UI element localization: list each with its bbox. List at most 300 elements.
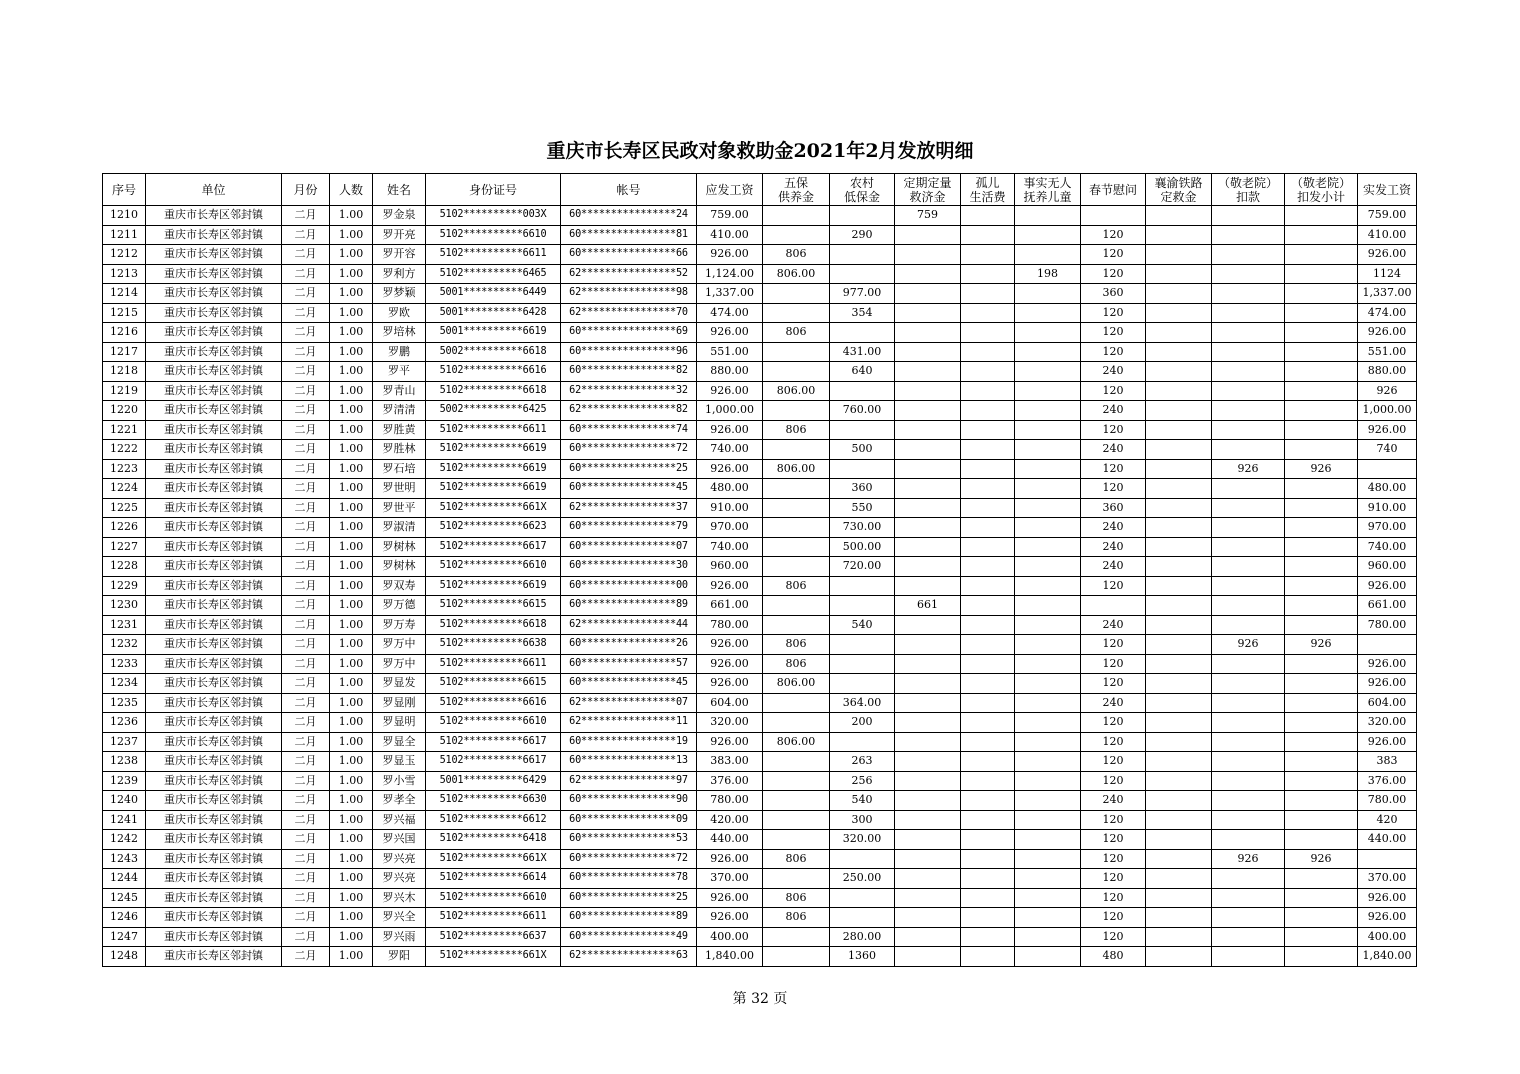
table-cell: 440.00 bbox=[1358, 830, 1417, 850]
table-cell: 5102**********6615 bbox=[426, 674, 561, 694]
table-cell bbox=[895, 479, 961, 499]
table-cell: 120 bbox=[1081, 810, 1146, 830]
table-cell: 120 bbox=[1081, 245, 1146, 265]
table-cell bbox=[1212, 537, 1285, 557]
table-body bbox=[103, 206, 1417, 967]
table-cell bbox=[1015, 849, 1081, 869]
table-cell: 926.00 bbox=[1358, 323, 1417, 343]
table-cell: 1360 bbox=[830, 947, 895, 967]
table-cell: 二月 bbox=[282, 537, 330, 557]
table-cell bbox=[1146, 635, 1212, 655]
table-cell bbox=[1146, 537, 1212, 557]
table-cell: 320.00 bbox=[697, 713, 763, 733]
table-row bbox=[103, 713, 1417, 733]
table-cell: 1.00 bbox=[330, 381, 373, 401]
table-cell: 60****************89 bbox=[561, 908, 697, 928]
table-row bbox=[103, 537, 1417, 557]
table-cell bbox=[961, 459, 1015, 479]
table-cell: 重庆市长寿区邻封镇 bbox=[146, 303, 282, 323]
table-cell: 62****************82 bbox=[561, 401, 697, 421]
table-cell: 1.00 bbox=[330, 576, 373, 596]
table-cell: 1210 bbox=[103, 206, 146, 226]
table-cell bbox=[763, 401, 830, 421]
table-cell: 120 bbox=[1081, 576, 1146, 596]
table-cell bbox=[1146, 888, 1212, 908]
table-cell: 383 bbox=[1358, 752, 1417, 772]
table-row bbox=[103, 362, 1417, 382]
table-cell: 1.00 bbox=[330, 401, 373, 421]
table-cell bbox=[961, 635, 1015, 655]
table-cell bbox=[1212, 323, 1285, 343]
table-cell: 1242 bbox=[103, 830, 146, 850]
table-cell: 806.00 bbox=[763, 381, 830, 401]
table-cell bbox=[763, 557, 830, 577]
table-cell bbox=[1146, 596, 1212, 616]
table-row bbox=[103, 596, 1417, 616]
table-row bbox=[103, 771, 1417, 791]
table-cell: 240 bbox=[1081, 693, 1146, 713]
table-cell: 926.00 bbox=[1358, 908, 1417, 928]
table-cell: 60****************96 bbox=[561, 342, 697, 362]
table-cell bbox=[895, 557, 961, 577]
table-cell: 重庆市长寿区邻封镇 bbox=[146, 576, 282, 596]
table-cell: 60****************74 bbox=[561, 420, 697, 440]
table-cell bbox=[895, 225, 961, 245]
table-cell bbox=[961, 693, 1015, 713]
table-cell: 250.00 bbox=[830, 869, 895, 889]
table-cell bbox=[763, 284, 830, 304]
table-cell: 5102**********6618 bbox=[426, 615, 561, 635]
table-cell: 661.00 bbox=[697, 596, 763, 616]
table-cell bbox=[1015, 362, 1081, 382]
table-cell: 60****************66 bbox=[561, 245, 697, 265]
table-cell: 1.00 bbox=[330, 771, 373, 791]
table-cell: 540 bbox=[830, 791, 895, 811]
table-cell: 二月 bbox=[282, 927, 330, 947]
table-cell: 410.00 bbox=[1358, 225, 1417, 245]
table-cell: 62****************70 bbox=[561, 303, 697, 323]
table-cell: 480 bbox=[1081, 947, 1146, 967]
table-row bbox=[103, 927, 1417, 947]
table-cell bbox=[1212, 830, 1285, 850]
table-cell bbox=[1212, 381, 1285, 401]
table-cell: 二月 bbox=[282, 713, 330, 733]
table-cell: 罗孝全 bbox=[373, 791, 426, 811]
table-cell bbox=[1146, 479, 1212, 499]
table-cell bbox=[1285, 596, 1358, 616]
table-cell: 二月 bbox=[282, 245, 330, 265]
table-cell bbox=[1212, 732, 1285, 752]
table-cell: 240 bbox=[1081, 362, 1146, 382]
table-cell: 1.00 bbox=[330, 557, 373, 577]
table-cell: 926.00 bbox=[697, 245, 763, 265]
table-cell bbox=[763, 830, 830, 850]
table-cell bbox=[895, 732, 961, 752]
table-cell bbox=[961, 323, 1015, 343]
table-cell: 1.00 bbox=[330, 518, 373, 538]
table-cell: 1211 bbox=[103, 225, 146, 245]
table-cell: 二月 bbox=[282, 615, 330, 635]
table-cell bbox=[961, 615, 1015, 635]
table-cell: 重庆市长寿区邻封镇 bbox=[146, 537, 282, 557]
table-cell: 640 bbox=[830, 362, 895, 382]
table-cell bbox=[1285, 264, 1358, 284]
table-cell: 806 bbox=[763, 576, 830, 596]
table-cell: 重庆市长寿区邻封镇 bbox=[146, 888, 282, 908]
table-cell: 1,000.00 bbox=[1358, 401, 1417, 421]
table-cell bbox=[1212, 654, 1285, 674]
table-cell bbox=[1212, 771, 1285, 791]
table-cell: 740.00 bbox=[697, 440, 763, 460]
table-cell: 二月 bbox=[282, 303, 330, 323]
table-cell: 60****************25 bbox=[561, 888, 697, 908]
table-cell: 罗兴雨 bbox=[373, 927, 426, 947]
table-cell: 罗世平 bbox=[373, 498, 426, 518]
table-cell: 62****************97 bbox=[561, 771, 697, 791]
table-cell: 罗欧 bbox=[373, 303, 426, 323]
table-cell bbox=[1212, 206, 1285, 226]
table-cell: 5001**********6619 bbox=[426, 323, 561, 343]
table-cell: 970.00 bbox=[1358, 518, 1417, 538]
table-row bbox=[103, 849, 1417, 869]
table-cell: 重庆市长寿区邻封镇 bbox=[146, 518, 282, 538]
table-cell: 1,337.00 bbox=[1358, 284, 1417, 304]
table-cell: 5102**********6611 bbox=[426, 420, 561, 440]
table-cell: 759.00 bbox=[1358, 206, 1417, 226]
table-cell: 926 bbox=[1212, 635, 1285, 655]
table-cell bbox=[895, 693, 961, 713]
table-cell: 1215 bbox=[103, 303, 146, 323]
table-cell bbox=[1212, 615, 1285, 635]
table-cell: 320.00 bbox=[1358, 713, 1417, 733]
table-cell bbox=[1146, 869, 1212, 889]
table-cell: 罗胜黄 bbox=[373, 420, 426, 440]
column-header: 农村 低保金 bbox=[830, 174, 895, 206]
table-cell: 罗兴国 bbox=[373, 830, 426, 850]
table-row bbox=[103, 264, 1417, 284]
table-cell: 罗显全 bbox=[373, 732, 426, 752]
table-cell bbox=[895, 401, 961, 421]
table-cell bbox=[895, 323, 961, 343]
table-cell: 重庆市长寿区邻封镇 bbox=[146, 927, 282, 947]
table-row bbox=[103, 615, 1417, 635]
table-cell: 780.00 bbox=[1358, 791, 1417, 811]
table-cell bbox=[830, 323, 895, 343]
table-cell: 罗开容 bbox=[373, 245, 426, 265]
table-cell: 二月 bbox=[282, 342, 330, 362]
table-cell bbox=[895, 518, 961, 538]
table-cell: 二月 bbox=[282, 498, 330, 518]
column-header: 人数 bbox=[330, 174, 373, 206]
table-cell: 1.00 bbox=[330, 674, 373, 694]
table-row bbox=[103, 791, 1417, 811]
table-cell: 重庆市长寿区邻封镇 bbox=[146, 401, 282, 421]
table-cell: 1246 bbox=[103, 908, 146, 928]
table-cell bbox=[895, 908, 961, 928]
table-cell: 120 bbox=[1081, 713, 1146, 733]
table-cell: 60****************89 bbox=[561, 596, 697, 616]
table-cell bbox=[1212, 420, 1285, 440]
table-cell: 1.00 bbox=[330, 615, 373, 635]
table-cell: 60****************81 bbox=[561, 225, 697, 245]
table-cell: 罗兴福 bbox=[373, 810, 426, 830]
table-cell: 1.00 bbox=[330, 713, 373, 733]
table-cell: 120 bbox=[1081, 459, 1146, 479]
table-cell: 60****************72 bbox=[561, 849, 697, 869]
table-cell bbox=[961, 440, 1015, 460]
table-cell bbox=[1146, 654, 1212, 674]
table-cell bbox=[1146, 303, 1212, 323]
table-cell bbox=[961, 752, 1015, 772]
table-cell: 806.00 bbox=[763, 459, 830, 479]
table-cell bbox=[830, 459, 895, 479]
table-cell bbox=[1212, 947, 1285, 967]
table-cell bbox=[1015, 888, 1081, 908]
table-cell bbox=[1015, 752, 1081, 772]
table-cell bbox=[895, 674, 961, 694]
table-cell: 120 bbox=[1081, 264, 1146, 284]
table-cell: 806 bbox=[763, 635, 830, 655]
table-row bbox=[103, 908, 1417, 928]
table-cell: 400.00 bbox=[697, 927, 763, 947]
table-header-row bbox=[103, 174, 1417, 206]
table-cell bbox=[1146, 206, 1212, 226]
table-cell bbox=[895, 947, 961, 967]
table-cell: 926.00 bbox=[697, 420, 763, 440]
table-cell bbox=[1212, 440, 1285, 460]
table-cell: 罗树林 bbox=[373, 537, 426, 557]
table-cell: 360 bbox=[830, 479, 895, 499]
table-cell bbox=[895, 713, 961, 733]
column-header: （敬老院） 扣款 bbox=[1212, 174, 1285, 206]
table-cell: 926.00 bbox=[697, 635, 763, 655]
table-row bbox=[103, 869, 1417, 889]
table-cell: 重庆市长寿区邻封镇 bbox=[146, 810, 282, 830]
table-cell: 740 bbox=[1358, 440, 1417, 460]
table-row bbox=[103, 635, 1417, 655]
table-cell bbox=[1146, 440, 1212, 460]
table-cell bbox=[1212, 908, 1285, 928]
table-cell: 120 bbox=[1081, 674, 1146, 694]
table-cell bbox=[1015, 596, 1081, 616]
table-cell: 240 bbox=[1081, 791, 1146, 811]
table-cell bbox=[1015, 908, 1081, 928]
table-cell bbox=[961, 830, 1015, 850]
table-cell: 1219 bbox=[103, 381, 146, 401]
table-cell: 910.00 bbox=[1358, 498, 1417, 518]
table-cell bbox=[1015, 420, 1081, 440]
table-cell bbox=[1212, 498, 1285, 518]
table-cell: 880.00 bbox=[697, 362, 763, 382]
table-row bbox=[103, 732, 1417, 752]
table-cell: 1.00 bbox=[330, 498, 373, 518]
table-cell bbox=[830, 264, 895, 284]
table-cell bbox=[830, 596, 895, 616]
table-row bbox=[103, 830, 1417, 850]
table-cell: 1231 bbox=[103, 615, 146, 635]
table-cell bbox=[961, 401, 1015, 421]
table-cell bbox=[895, 791, 961, 811]
table-cell: 1.00 bbox=[330, 225, 373, 245]
table-cell: 806 bbox=[763, 654, 830, 674]
table-cell bbox=[763, 791, 830, 811]
table-cell bbox=[1285, 771, 1358, 791]
table-cell bbox=[1146, 342, 1212, 362]
table-cell bbox=[1146, 615, 1212, 635]
table-cell bbox=[895, 869, 961, 889]
table-cell: 60****************57 bbox=[561, 654, 697, 674]
table-cell: 926 bbox=[1285, 849, 1358, 869]
table-cell: 罗世明 bbox=[373, 479, 426, 499]
table-cell bbox=[1358, 635, 1417, 655]
table-cell: 5102**********6617 bbox=[426, 752, 561, 772]
table-row bbox=[103, 498, 1417, 518]
table-cell: 880.00 bbox=[1358, 362, 1417, 382]
table-cell: 1233 bbox=[103, 654, 146, 674]
table-cell: 二月 bbox=[282, 771, 330, 791]
table-cell: 280.00 bbox=[830, 927, 895, 947]
table-cell: 60****************49 bbox=[561, 927, 697, 947]
table-cell bbox=[830, 654, 895, 674]
table-cell bbox=[1015, 459, 1081, 479]
table-cell bbox=[763, 518, 830, 538]
table-cell: 926.00 bbox=[1358, 576, 1417, 596]
table-cell: 罗万中 bbox=[373, 654, 426, 674]
column-header: 帐号 bbox=[561, 174, 697, 206]
table-row bbox=[103, 420, 1417, 440]
table-cell bbox=[763, 537, 830, 557]
table-cell: 5102**********6615 bbox=[426, 596, 561, 616]
table-cell: 罗梦颖 bbox=[373, 284, 426, 304]
table-cell: 二月 bbox=[282, 401, 330, 421]
table-cell: 926.00 bbox=[697, 849, 763, 869]
table-cell: 5102**********6610 bbox=[426, 713, 561, 733]
table-cell bbox=[961, 674, 1015, 694]
table-cell: 420 bbox=[1358, 810, 1417, 830]
table-cell: 5102**********6638 bbox=[426, 635, 561, 655]
table-cell: 661 bbox=[895, 596, 961, 616]
table-cell: 5102**********6619 bbox=[426, 459, 561, 479]
table-cell: 1.00 bbox=[330, 732, 373, 752]
table-cell bbox=[1015, 323, 1081, 343]
table-cell: 罗显玉 bbox=[373, 752, 426, 772]
table-cell: 1237 bbox=[103, 732, 146, 752]
table-cell: 474.00 bbox=[697, 303, 763, 323]
table-cell bbox=[830, 888, 895, 908]
table-cell: 1.00 bbox=[330, 245, 373, 265]
table-cell bbox=[1146, 752, 1212, 772]
table-cell: 重庆市长寿区邻封镇 bbox=[146, 674, 282, 694]
table-cell bbox=[763, 206, 830, 226]
table-cell: 5002**********6618 bbox=[426, 342, 561, 362]
table-cell: 罗显明 bbox=[373, 713, 426, 733]
table-cell: 62****************32 bbox=[561, 381, 697, 401]
table-cell: 551.00 bbox=[1358, 342, 1417, 362]
table-cell: 罗利方 bbox=[373, 264, 426, 284]
table-cell: 重庆市长寿区邻封镇 bbox=[146, 693, 282, 713]
table-cell bbox=[763, 752, 830, 772]
table-cell bbox=[763, 362, 830, 382]
table-cell: 二月 bbox=[282, 654, 330, 674]
table-cell: 780.00 bbox=[1358, 615, 1417, 635]
table-cell bbox=[961, 498, 1015, 518]
table-cell: 120 bbox=[1081, 888, 1146, 908]
table-cell bbox=[830, 381, 895, 401]
table-cell: 120 bbox=[1081, 752, 1146, 772]
table-cell bbox=[1285, 674, 1358, 694]
table-cell bbox=[1212, 596, 1285, 616]
table-cell bbox=[1285, 908, 1358, 928]
table-cell: 926.00 bbox=[697, 674, 763, 694]
table-cell bbox=[961, 596, 1015, 616]
table-row bbox=[103, 752, 1417, 772]
table-cell: 1214 bbox=[103, 284, 146, 304]
table-cell: 5102**********6619 bbox=[426, 479, 561, 499]
table-cell bbox=[830, 849, 895, 869]
table-cell: 二月 bbox=[282, 264, 330, 284]
table-cell bbox=[1358, 459, 1417, 479]
table-cell: 1245 bbox=[103, 888, 146, 908]
table-cell: 926 bbox=[1212, 459, 1285, 479]
table-cell: 62****************37 bbox=[561, 498, 697, 518]
table-cell: 60****************69 bbox=[561, 323, 697, 343]
table-cell: 1.00 bbox=[330, 420, 373, 440]
table-cell: 二月 bbox=[282, 459, 330, 479]
table-cell bbox=[1285, 381, 1358, 401]
table-cell bbox=[1285, 557, 1358, 577]
table-cell: 500 bbox=[830, 440, 895, 460]
table-cell bbox=[1015, 245, 1081, 265]
table-cell bbox=[961, 791, 1015, 811]
table-cell bbox=[1146, 518, 1212, 538]
table-cell bbox=[1285, 401, 1358, 421]
table-cell: 5102**********6612 bbox=[426, 810, 561, 830]
table-cell: 5102**********6623 bbox=[426, 518, 561, 538]
table-row bbox=[103, 947, 1417, 967]
table-cell: 440.00 bbox=[697, 830, 763, 850]
table-cell bbox=[1285, 225, 1358, 245]
table-cell: 60****************00 bbox=[561, 576, 697, 596]
table-cell: 5102**********6617 bbox=[426, 537, 561, 557]
table-cell bbox=[763, 596, 830, 616]
table-cell bbox=[961, 810, 1015, 830]
table-cell bbox=[1015, 810, 1081, 830]
table-cell bbox=[895, 284, 961, 304]
table-cell: 重庆市长寿区邻封镇 bbox=[146, 225, 282, 245]
table-cell: 二月 bbox=[282, 420, 330, 440]
table-cell bbox=[961, 771, 1015, 791]
table-cell bbox=[1212, 518, 1285, 538]
table-cell: 重庆市长寿区邻封镇 bbox=[146, 830, 282, 850]
table-cell: 62****************07 bbox=[561, 693, 697, 713]
table-cell bbox=[1212, 479, 1285, 499]
table-cell bbox=[763, 303, 830, 323]
table-cell: 1213 bbox=[103, 264, 146, 284]
table-cell: 二月 bbox=[282, 576, 330, 596]
table-cell bbox=[1285, 947, 1358, 967]
table-cell bbox=[961, 869, 1015, 889]
table-cell: 罗鹏 bbox=[373, 342, 426, 362]
table-cell: 240 bbox=[1081, 401, 1146, 421]
table-cell: 1225 bbox=[103, 498, 146, 518]
table-cell bbox=[895, 849, 961, 869]
table-cell bbox=[1015, 674, 1081, 694]
table-row bbox=[103, 206, 1417, 226]
table-cell: 二月 bbox=[282, 791, 330, 811]
table-cell: 重庆市长寿区邻封镇 bbox=[146, 849, 282, 869]
table-cell: 360 bbox=[1081, 284, 1146, 304]
page-title: 重庆市长寿区民政对象救助金2021年2月发放明细 bbox=[546, 140, 974, 162]
